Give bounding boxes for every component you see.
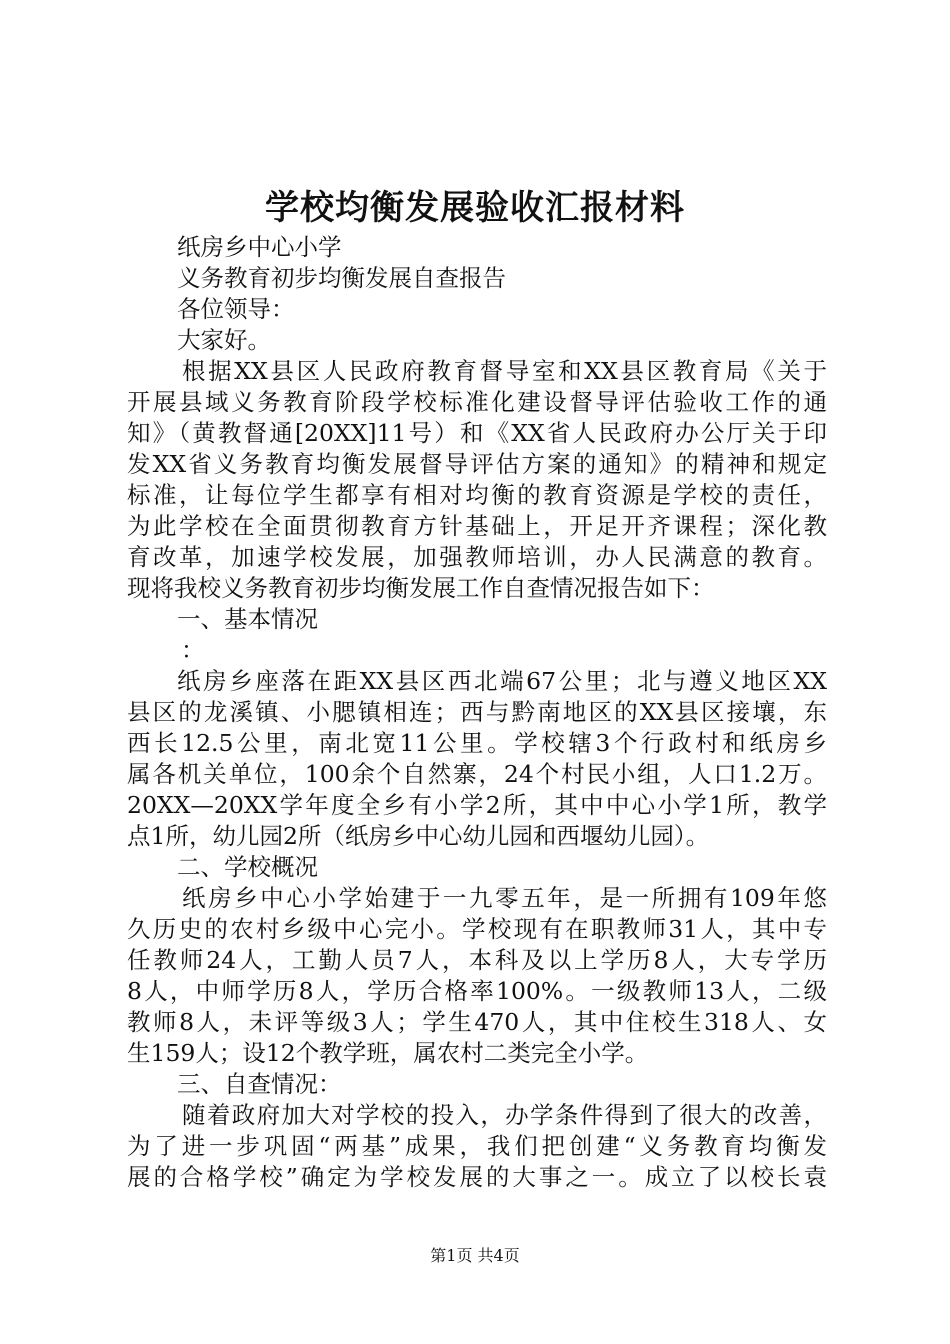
body-line: 为了进一步巩固“两基”成果，我们把创建“义务教育均衡发 [127, 1132, 827, 1160]
body-line: 知》（黄教督通[20XX]11号）和《XX省人民政府办公厅关于印 [127, 419, 827, 447]
body-line: 发XX省义务教育均衡发展督导评估方案的通知》的精神和规定 [127, 450, 827, 478]
body-line: 久历史的农村乡级中心完小。学校现有在职教师31人，其中专 [127, 915, 827, 943]
body-line: 育改革，加速学校发展，加强教师培训，办人民满意的教育。 [127, 543, 827, 571]
body-line: 生159人；设12个教学班，属农村二类完全小学。 [127, 1039, 649, 1067]
body-line: 标准，让每位学生都享有相对均衡的教育资源是学校的责任， [127, 481, 827, 509]
body-line: 展的合格学校”确定为学校发展的大事之一。成立了以校长袁 [127, 1163, 827, 1191]
body-line: 纸房乡中心小学始建于一九零五年，是一所拥有109年悠 [182, 884, 827, 912]
body-line: 为此学校在全面贯彻教育方针基础上，开足开齐课程；深化教 [127, 512, 827, 540]
body-line: 一、基本情况 [177, 605, 318, 633]
document-body [127, 232, 827, 1193]
document-title: 学校均衡发展验收汇报材料 [265, 188, 685, 228]
body-line: 县区的龙溪镇、小腮镇相连；西与黔南地区的XX县区接壤，东 [127, 698, 827, 726]
body-line: 二、学校概况 [177, 853, 318, 881]
body-line: 点1所，幼儿园2所（纸房乡中心幼儿园和西堰幼儿园）。 [127, 822, 710, 850]
body-line: 开展县域义务教育阶段学校标准化建设督导评估验收工作的通 [127, 388, 827, 416]
body-line: 8人，中师学历8人，学历合格率100%。一级教师13人，二级 [127, 977, 827, 1005]
body-line: 纸房乡中心小学 [177, 233, 342, 261]
body-line: 现将我校义务教育初步均衡发展工作自查情况报告如下： [127, 574, 715, 602]
body-line: 教师8人，未评等级3人；学生470人，其中住校生318人、女 [127, 1008, 827, 1036]
body-line: 西长12.5公里，南北宽11公里。学校辖3个行政村和纸房乡 [127, 729, 827, 757]
body-line: 属各机关单位，100余个自然寨，24个村民小组，人口1.2万。 [127, 760, 827, 788]
body-line: ： [181, 636, 205, 664]
body-line: 大家好。 [177, 326, 271, 354]
page-footer: 第1页 共4页 [430, 1246, 520, 1265]
body-line: 20XX—20XX学年度全乡有小学2所，其中中心小学1所，教学 [127, 791, 827, 819]
body-line: 义务教育初步均衡发展自查报告 [177, 264, 506, 292]
body-line: 三、自查情况： [177, 1070, 342, 1098]
body-line: 纸房乡座落在距XX县区西北端67公里；北与遵义地区XX [177, 667, 827, 695]
body-line: 任教师24人，工勤人员7人，本科及以上学历8人，大专学历 [127, 946, 827, 974]
body-line: 根据XX县区人民政府教育督导室和XX县区教育局《关于 [182, 357, 827, 385]
body-line: 各位领导： [177, 295, 295, 323]
body-line: 随着政府加大对学校的投入，办学条件得到了很大的改善， [182, 1101, 827, 1129]
